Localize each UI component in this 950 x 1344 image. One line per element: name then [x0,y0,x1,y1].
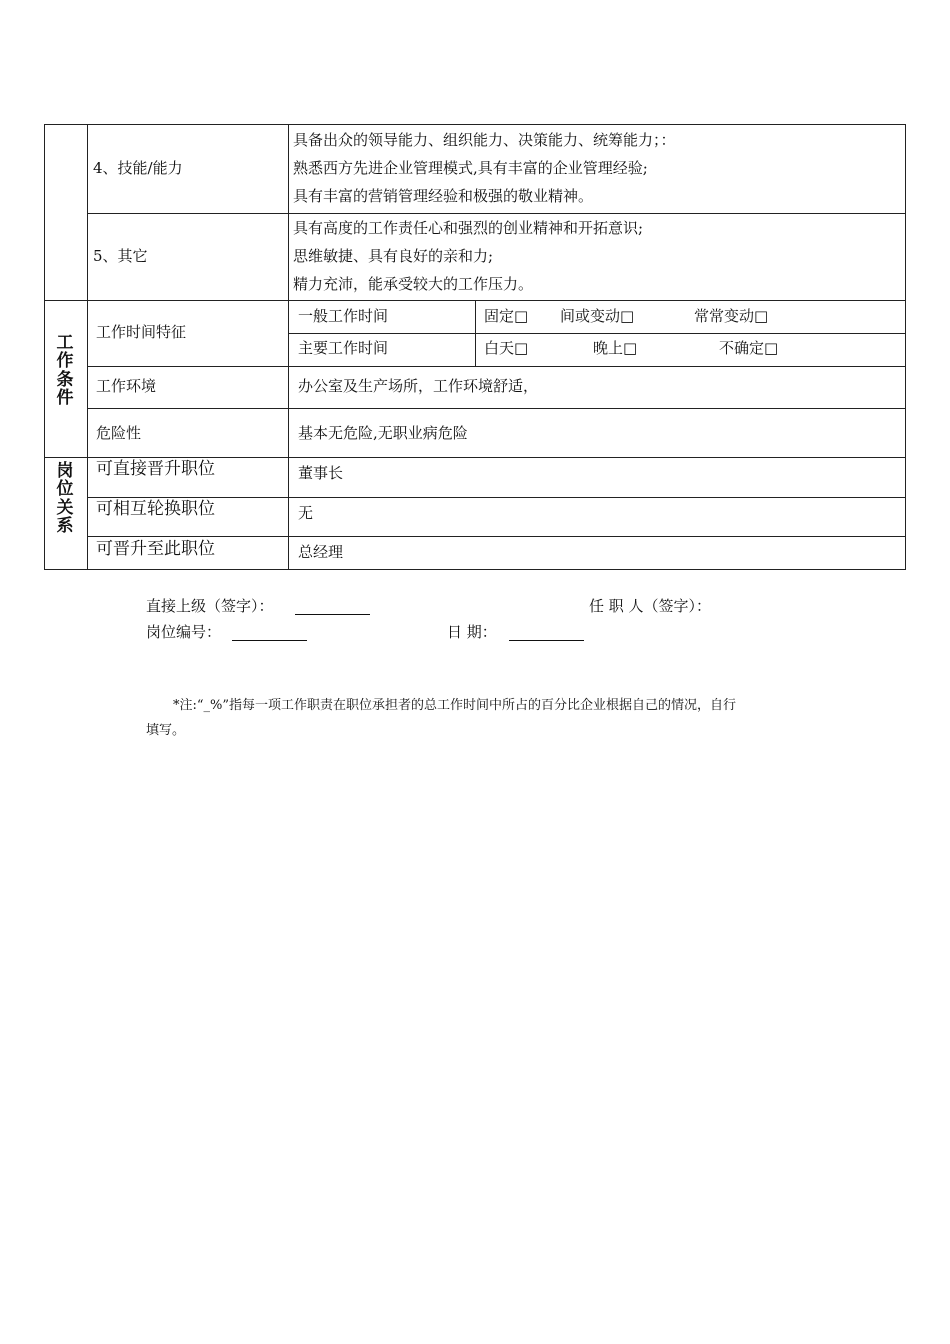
main-option-day[interactable]: 白天□ [484,339,529,357]
env-label: 工作环境 [96,377,157,395]
rotate-label: 可相互轮换职位 [96,499,215,519]
footnote-line-2: 填写。 [146,723,186,738]
supervisor-signature-label: 直接上级（签字）： [146,597,274,615]
skills-label: 4、技能/能力 [93,159,183,177]
promote-from-value: 总经理 [298,543,344,561]
general-option-fixed[interactable]: 固定□ [484,307,529,325]
promote-from-label: 可晋升至此职位 [96,539,215,559]
general-option-frequent[interactable]: 常常变动□ [694,307,769,325]
date-label: 日 期： [447,623,497,641]
post-number-label: 岗位编号： [146,623,222,641]
risk-value: 基本无危险,无职业病危险 [298,424,468,442]
promote-to-label: 可直接晋升职位 [96,459,215,479]
main-option-night[interactable]: 晚上□ [593,339,638,357]
date-field[interactable] [509,640,584,641]
skills-line-1: 具备出众的领导能力、组织能力、决策能力、统筹能力；： [293,131,676,149]
skills-line-3: 具有丰富的营销管理经验和极强的敬业精神。 [293,187,594,205]
rotate-value: 无 [298,504,314,522]
post-number-field[interactable] [232,640,307,641]
main-option-uncertain[interactable]: 不确定□ [719,339,779,357]
env-value: 办公室及生产场所，工作环境舒适， [298,377,539,395]
general-time-label: 一般工作时间 [298,307,389,325]
other-line-2: 思维敏捷、具有良好的亲和力; [293,247,494,265]
other-line-3: 精力充沛，能承受较大的工作压力。 [293,275,534,293]
footnote-line-1: *注:“_%”指每一项工作职责在职位承担者的总工作时间中所占的百分比企业根据自己的情况，自行 [173,698,737,713]
skills-line-2: 熟悉西方先进企业管理模式,具有丰富的企业管理经验; [293,159,648,177]
time-label: 工作时间特征 [96,323,187,341]
relations-section-text: 岗 位 关 系 [56,461,74,537]
risk-label: 危险性 [96,424,142,442]
supervisor-signature-field[interactable] [295,614,370,615]
holder-signature-label: 任 职 人（签字）： [589,597,712,615]
main-time-label: 主要工作时间 [298,339,389,357]
promote-to-value: 董事长 [298,464,344,482]
conditions-section-label [54,334,76,407]
conditions-section-text: 工 作 条 件 [56,333,74,409]
general-option-occasional[interactable]: 间或变动□ [560,307,635,325]
other-line-1: 具有高度的工作责任心和强烈的创业精神和开拓意识; [293,219,644,237]
relations-section-label [54,462,76,535]
other-label: 5、其它 [93,247,148,265]
